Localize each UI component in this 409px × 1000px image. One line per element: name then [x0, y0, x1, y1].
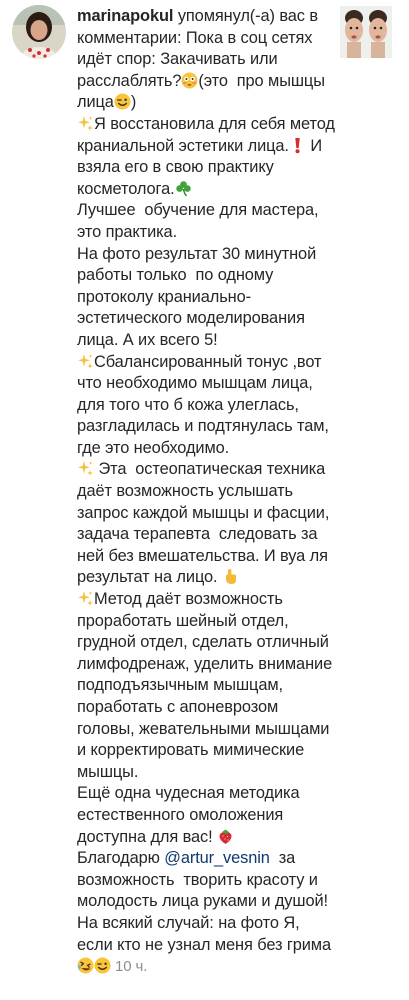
paragraph-5-text: Эта остеопатическая техника даёт возможность услышать запрос каждой мышцы и фасции, задача терапевта следовать за ней без вмешательства. И вуа ля результат на лицо. — [77, 460, 334, 587]
comment-timestamp: 10 ч. — [115, 958, 148, 976]
mention-link[interactable]: @artur_vesnin — [164, 849, 270, 868]
paragraph-7b-text: за возможность творить красоту и молодость лица руками и душой! На всякий случай: на фото Я, если кто не узнал меня без грима — [77, 849, 331, 954]
username-link[interactable]: marinapokul — [77, 7, 174, 25]
paragraph-6-text: Метод даёт возможность проработать шейный отдел, грудной отдел, сделать отличный лимфодренаж, уделить внимание подподъязычным мышцам, поработать с апоневрозом головы, жевательными мышцами и корректировать мимические мышцы. Ещё одна чудесная методика естественного омоложения доступна для вас! — [77, 590, 333, 846]
pointing-down-emoji-icon — [222, 568, 239, 585]
post-thumbnail[interactable] — [340, 6, 392, 58]
comment-notification-text — [77, 6, 340, 978]
paragraph-2-text: Я восстановила для себя метод краниальной эстетики лица. — [77, 114, 340, 155]
strawberry-emoji-icon — [217, 828, 234, 845]
avatar-image — [12, 5, 66, 59]
red-exclamation-emoji-icon — [289, 137, 306, 154]
paragraph-4-text: Сбалансированный тонус ,вот что необходимо мышцам лица, для того что б кожа улеглась, разгладилась и подтянулась там, где это необходимо. — [77, 352, 334, 457]
sparkles-emoji-icon — [77, 115, 94, 132]
paragraph-3-text: Лучшее обучение для мастера, это практика. На фото результат 30 минутной работы только по одному протоколу краниально-эстетического моделирования лица. А их всего 5! — [77, 201, 319, 349]
sparkles-emoji-icon — [77, 460, 94, 477]
sparkles-emoji-icon — [77, 353, 94, 370]
intro-text: упомянул(-а) вас в комментарии: Пока в соц сетях идёт спор: Закачивать или расслаблять? — [77, 7, 323, 90]
flushed-face-emoji-icon — [181, 72, 198, 89]
paragraph-1-text: (это про мышцы лица — [77, 71, 330, 112]
winking-face-emoji-icon — [94, 957, 111, 974]
user-avatar[interactable] — [12, 5, 66, 59]
thumbnail-image — [340, 6, 392, 58]
sparkles-emoji-icon — [77, 590, 94, 607]
winking-face-emoji-icon — [114, 93, 131, 110]
shamrock-emoji-icon — [175, 180, 192, 197]
paragraph-7a-text: Благодарю — [77, 849, 160, 868]
rolling-laughing-emoji-icon — [77, 957, 94, 974]
paragraph-1-close: ) — [130, 93, 137, 112]
paragraph-2b-text: И взяла его в свою практику косметолога. — [77, 136, 327, 198]
